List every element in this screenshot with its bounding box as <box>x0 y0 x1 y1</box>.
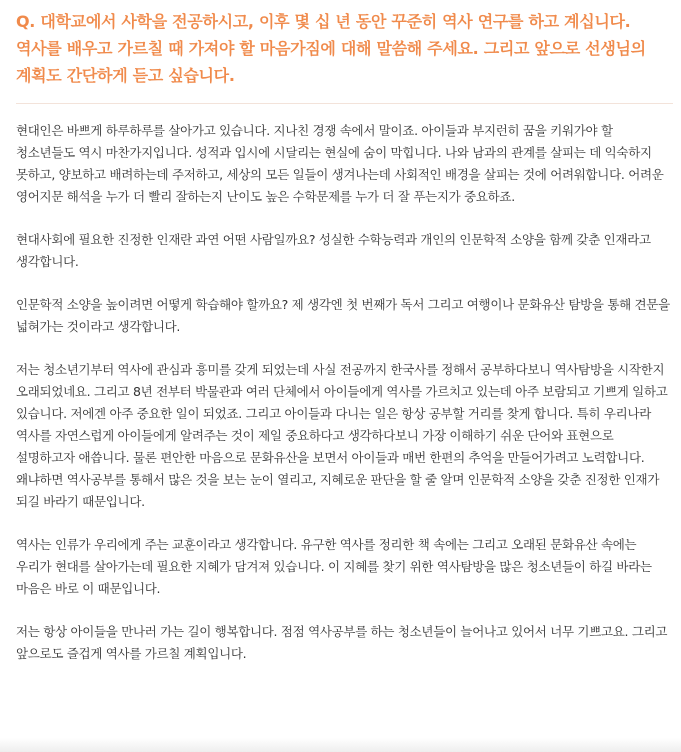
interview-answer <box>16 120 673 665</box>
answer-paragraph-2: 현대사회에 필요한 진정한 인재란 과연 어떤 사람일까요? 성실한 수학능력과 개인의 인문학적 소양을 함께 갖춘 인재라고 생각합니다. <box>16 232 651 269</box>
bottom-fade <box>0 738 681 752</box>
answer-paragraph-5: 역사는 인류가 우리에게 주는 교훈이라고 생각합니다. 유구한 역사를 정리한 책 속에는 그리고 오래된 문화유산 속에는 우리가 현대를 살아가는데 필요한 지혜가 담겨져 있습니다. 이 지혜를 찾기 위한 역사탐방을 많은 청소년들이 하길 바라는 마음은 바로 이 때문입니다. <box>16 537 652 596</box>
answer-paragraph-3: 인문학적 소양을 높이려면 어떻게 학습해야 할까요? 제 생각엔 첫 번째가 독서 그리고 여행이나 문화유산 탐방을 통해 견문을 넓혀가는 것이라고 생각합니다. <box>16 297 670 334</box>
answer-paragraph-6: 저는 항상 아이들을 만나러 가는 길이 행복합니다. 점점 역사공부를 하는 청소년들이 늘어나고 있어서 너무 기쁘고요. 그리고 앞으로도 즐겁게 역사를 가르칠 계획입니다. <box>16 624 668 661</box>
answer-paragraph-1: 현대인은 바쁘게 하루하루를 살아가고 있습니다. 지나친 경쟁 속에서 말이죠. 아이들과 부지런히 꿈을 키워가야 할 청소년들도 역시 마찬가지입니다. 성적과 입시에 시달리는 현실에 숨이 막힙니다. 나와 남과의 관계를 살피는 데 익숙하지 못하고, 양보하고 배려하는데 주저하고, 세상의 모든 일들이 생겨나는데 사회적인 배경을 살피는 것에 어려워합니다. 어려운 영어지문 해석을 누가 더 빨리 잘하는지 난이도 높은 수학문제를 누가 더 잘 푸는지가 중요하죠. <box>16 123 664 204</box>
answer-paragraph-4: 저는 청소년기부터 역사에 관심과 흥미를 갖게 되었는데 사실 전공까지 한국사를 정해서 공부하다보니 역사탐방을 시작한지 오래되었네요. 그리고 8년 전부터 박물관과 여러 단체에서 아이들에게 역사를 가르치고 있는데 아주 보람되고 기쁘게 일하고 있습니다. 저에겐 아주 중요한 일이 되었죠. 그리고 아이들과 다니는 일은 항상 공부할 거리를 찾게 합니다. 특히 우리나라 역사를 자연스럽게 아이들에게 알려주는 것이 제일 중요하다고 생각하다보니 가장 이해하기 쉬운 단어와 표현으로 설명하고자 애씁니다. 물론 편안한 마음으로 문화유산을 보면서 아이들과 매번 한편의 추억을 만들어가려고 노력합니다. 왜냐하면 역사공부를 통해서 많은 것을 보는 눈이 열리고, 지혜로운 판단을 할 줄 알며 인문학적 소양을 갖춘 진정한 인재가 되길 바라기 때문입니다. <box>16 362 668 509</box>
interview-question: Q. 대학교에서 사학을 전공하시고, 이후 몇 십 년 동안 꾸준히 역사 연구를 하고 계십니다. 역사를 배우고 가르칠 때 가져야 할 마음가짐에 대해 말씀해 주세요. 그리고 앞으로 선생님의 계획도 간단하게 듣고 싶습니다. <box>16 12 646 85</box>
divider <box>16 103 673 104</box>
